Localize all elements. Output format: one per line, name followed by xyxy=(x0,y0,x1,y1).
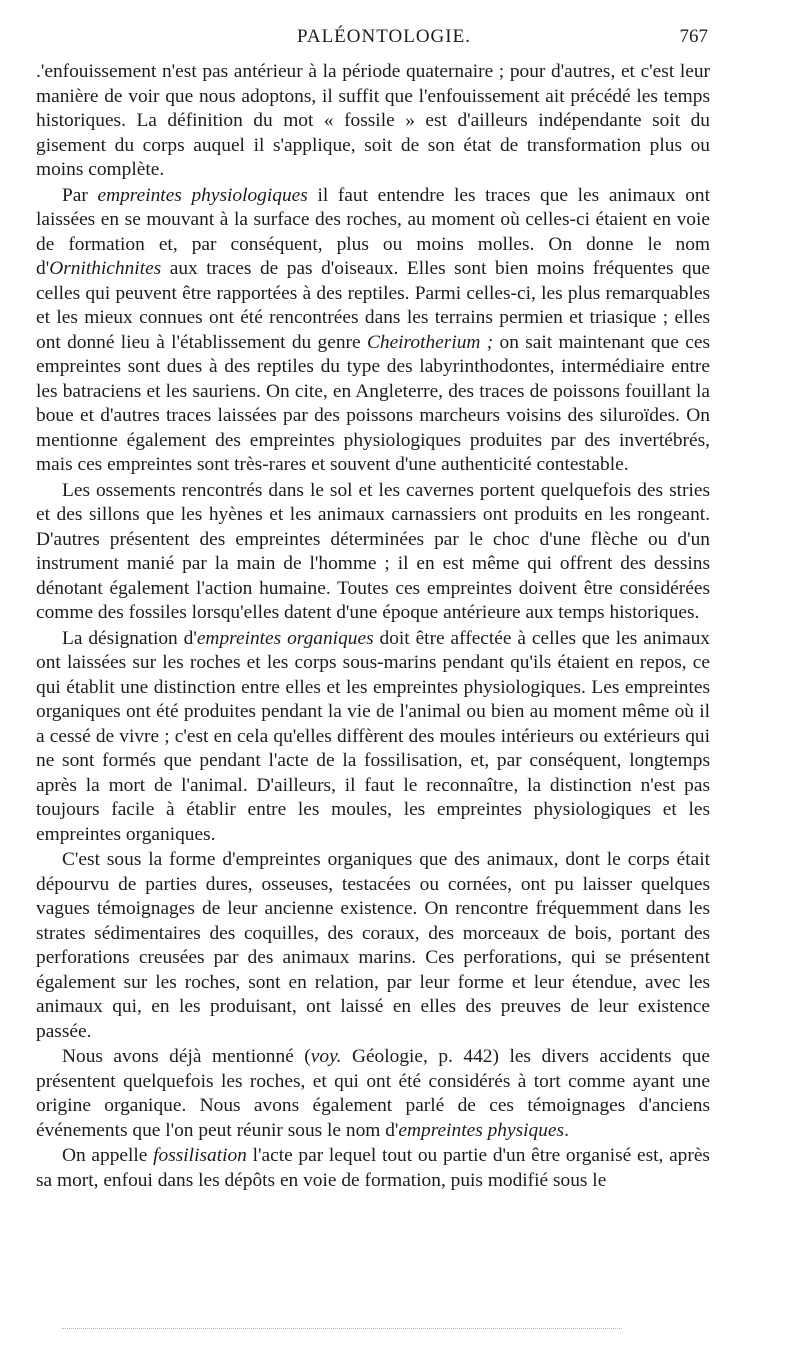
text-run: Géologie, p. 442) les divers accidents que présentent quelquefois les roches, et qui ont été considérés à tort comme ayant une origine organique. Nous avons également parlé de ces témoignages d'anciens événements que l'on peut réunir sous le nom d' xyxy=(36,1046,710,1141)
text-run: On appelle xyxy=(62,1145,154,1166)
paragraph xyxy=(36,848,710,1044)
italic-term: voy. xyxy=(310,1046,342,1067)
running-title: PALÉONTOLOGIE. xyxy=(297,26,471,47)
text-run: La désignation d' xyxy=(62,627,197,649)
paragraph xyxy=(36,479,710,626)
paragraph xyxy=(36,184,710,478)
italic-term: empreintes organiques xyxy=(196,627,374,649)
text-run: Par xyxy=(62,184,98,206)
text-run: . xyxy=(564,1119,569,1141)
text-run: C'est sous la forme d'empreintes organiques que des animaux, dont le corps était dépourvu de parties dures, osseuses, testacées ou cornées, ont pu laisser quelques vagues témoignages de leur ancienne existence. On rencontre fréquemment dans les strates sédimentaires des coquilles, des coraux, des morceaux de bois, portant des perforations creusées par des animaux marins. Ces perforations, qui se présentent également sur les roches, sont en relation, par leur forme et leur étendue, avec les animaux qui, en les produisant, ont laissé en elles des preuves de leur existence passée. xyxy=(36,849,710,1042)
paragraph xyxy=(36,60,710,183)
paragraph xyxy=(36,1045,710,1143)
text-run: il faut entendre les traces que les animaux ont laissées en se mouvant à la surface des roches, au moment où celles-ci étaient en voie de formation et, par conséquent, plus ou moins molles. On donne le nom d' xyxy=(36,184,710,279)
text-run: Les ossements rencontrés dans le sol et les cavernes portent quelquefois des stries et des sillons que les hyènes et les animaux carnassiers ont produits en les rongeant. D'autres présentent des empreintes déterminées par le choc d'une flèche ou d'un instrument manié par la main de l'homme ; il en est même qui offrent des dessins dénotant également l'action humaine. Toutes ces empreintes doivent être considérées comme des fossiles lorsqu'elles datent d'une époque antérieure aux temps historiques. xyxy=(36,479,710,623)
italic-term: empreintes physiologiques xyxy=(97,184,308,206)
text-run: on sait maintenant que ces empreintes sont dues à des reptiles du type des labyrinthodontes, intermédiaire entre les batraciens et les sauriens. On cite, en Angleterre, des traces de poissons fouillant la boue et d'autres traces laissées par des poissons marcheurs voisins des siluroïdes. On mentionne également des empreintes physiologiques produites par des invertébrés, mais ces empreintes sont très-rares et souvent d'une authenticité contestable. xyxy=(36,331,710,475)
page-header xyxy=(60,26,708,50)
text-run: l'acte par lequel tout ou partie d'un être organisé est, après sa mort, enfoui dans les dépôts en voie de formation, puis modifié sous le xyxy=(36,1145,710,1191)
page-number: 767 xyxy=(679,26,708,47)
italic-term: Ornithichnites xyxy=(49,258,162,279)
paragraph xyxy=(36,1144,710,1193)
text-run: .'enfouissement n'est pas antérieur à la période quaternaire ; pour d'autres, et c'est leur manière de voir que nous adoptons, il suffit que l'enfouissement ait précédé les temps historiques. La définition du mot « fossile » est d'ailleurs indépendante soit du gisement du corps auquel il s'applique, soit de son état de transformation plus ou moins complète. xyxy=(36,61,710,180)
paragraph xyxy=(36,627,710,848)
italic-term: fossilisation xyxy=(153,1145,247,1166)
italic-term: empreintes physiques xyxy=(398,1119,565,1141)
text-run: aux traces de pas d'oiseaux. Elles sont bien moins fréquentes que celles qui peuvent être rapportées à des reptiles. Parmi celles-ci, les plus remarquables et les mieux connues ont été rencontrées dans les terrains permien et triasique ; elles ont donné lieu à l'établissement du genre xyxy=(36,258,710,353)
text-run: Nous avons déjà mentionné ( xyxy=(62,1046,311,1067)
text-run: doit être affectée à celles que les animaux ont laissées sur les roches et les corps sous-marins pendant qu'ils étaient en repos, ce qui établit une distinction entre elles et les empreintes physiologiques. Les empreintes organiques ont été produites pendant la vie de l'animal ou bien au moment même où il a cessé de vivre ; c'est en cela qu'elles diffèrent des moules intérieurs ou extérieurs qui ne sont formés que pendant l'acte de la fossilisation, et, par conséquent, longtemps après la mort de l'animal. D'ailleurs, il faut le reconnaître, la distinction n'est pas toujours facile à établir entre les moules, les empreintes physiologiques et les empreintes organiques. xyxy=(36,627,711,845)
italic-term: Cheirotherium ; xyxy=(366,331,494,353)
footer-rule xyxy=(62,1328,622,1329)
body-text xyxy=(36,60,710,1193)
